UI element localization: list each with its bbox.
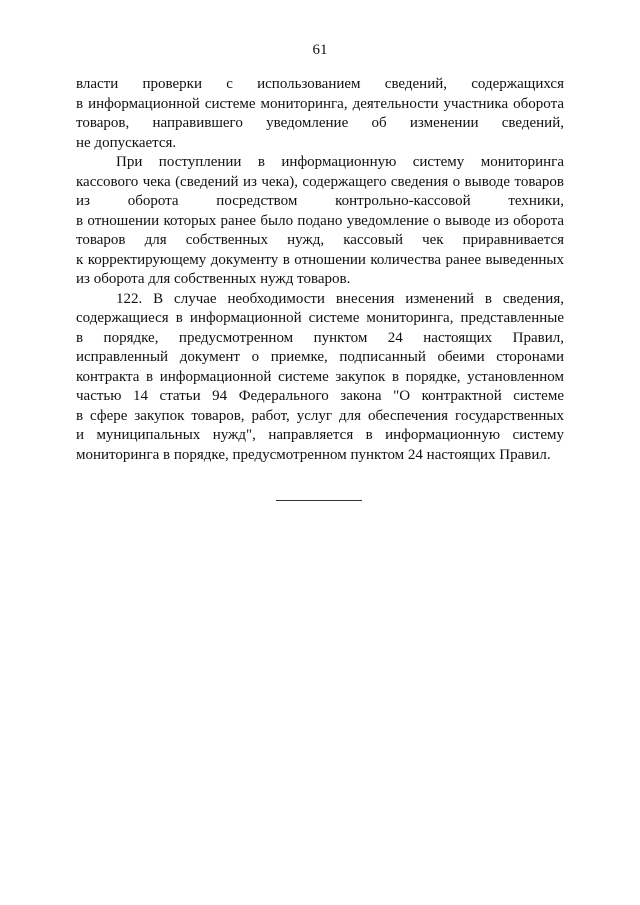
text-line: 122. В случае необходимости внесения изменений в сведения, [116, 290, 564, 307]
text-line: из оборота посредством контрольно-кассовой техники, [76, 193, 564, 209]
text-line: к корректирующему документу в отношении количества ранее выведенных [76, 251, 564, 268]
text-line: в сфере закупок товаров, работ, услуг для обеспечения государственных [76, 407, 564, 424]
text-line: кассового чека (сведений из чека), содержащего сведения о выводе товаров [76, 173, 564, 190]
text-line: исправленный документ о приемке, подписанный обеими сторонами [76, 349, 564, 365]
text-line: не допускается. [76, 134, 177, 151]
text-line: При поступлении в информационную систему мониторинга [116, 154, 564, 170]
text-line: контракта в информационной системе закупок в порядке, установленном [76, 368, 564, 385]
text-line: власти проверки с использованием сведений, содержащихся [76, 76, 564, 92]
end-separator-line [276, 500, 362, 501]
paragraph-1 [76, 75, 564, 153]
text-line: в информационной системе мониторинга, деятельности участника оборота [76, 95, 564, 112]
document-body [76, 75, 564, 465]
paragraph-3 [76, 290, 564, 466]
text-line: содержащиеся в информационной системе мониторинга, представленные [76, 310, 564, 326]
text-line: мониторинга в порядке, предусмотренном пунктом 24 настоящих Правил. [76, 446, 551, 463]
paragraph-2 [76, 153, 564, 290]
text-line: из оборота для собственных нужд товаров. [76, 271, 351, 287]
text-line: и муниципальных нужд", направляется в информационную систему [76, 427, 564, 443]
text-line: в отношении которых ранее было подано уведомление о выводе из оборота [76, 212, 564, 229]
text-line: в порядке, предусмотренном пунктом 24 настоящих Правил, [76, 329, 564, 346]
text-line: частью 14 статьи 94 Федерального закона "О контрактной системе [76, 388, 564, 404]
page-number: 61 [312, 42, 328, 58]
text-line: товаров, направившего уведомление об изменении сведений, [76, 115, 564, 131]
text-line: товаров для собственных нужд, кассовый чек приравнивается [76, 232, 564, 248]
